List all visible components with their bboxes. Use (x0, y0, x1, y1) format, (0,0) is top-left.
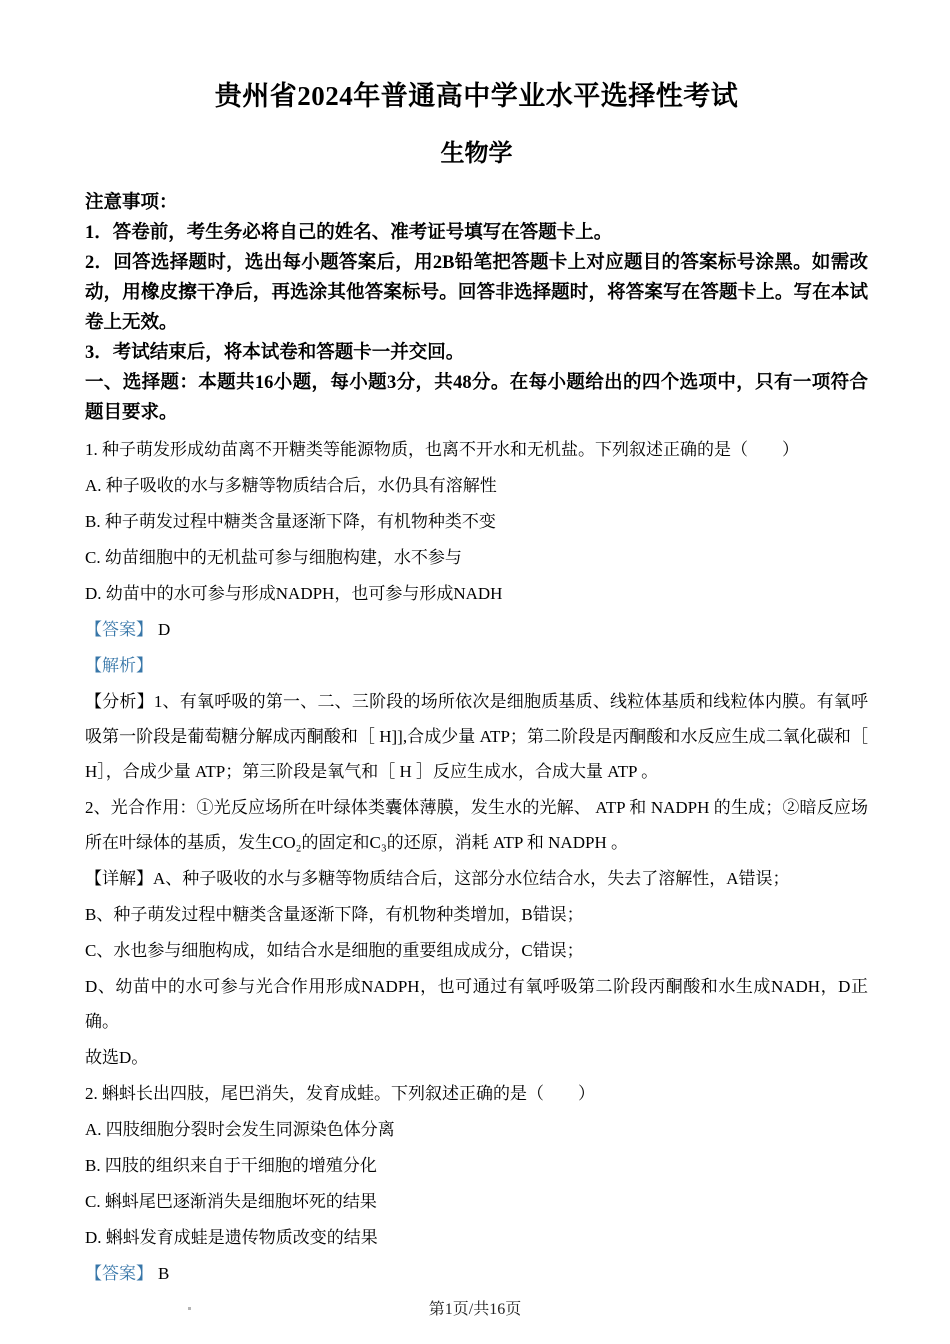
page-footer: 第1页/共16页 (428, 1301, 522, 1318)
question-2-option-c: C. 蝌蚪尾巴逐渐消失是细胞坏死的结果 (85, 1192, 377, 1211)
question-2-option-d: D. 蝌蚪发育成蛙是遗传物质改变的结果 (85, 1228, 378, 1247)
detail-paragraph-b: B、种子萌发过程中糖类含量逐渐下降，有机物种类增加，B错误； (85, 905, 584, 924)
notice-heading: 注意事项： (85, 193, 178, 213)
detail-paragraph-c: C、水也参与细胞构成，如结合水是细胞的重要组成成分，C错误； (85, 941, 584, 960)
question-2-answer-line (85, 1256, 868, 1291)
section-header: 一、选择题：本题共16小题，每小题3分，共48分。在每小题给出的四个选项中，只有一项符合题目要求。 (85, 373, 868, 423)
notice-item-1: 1．答卷前，考生务必将自己的姓名、准考证号填写在答题卡上。 (85, 223, 613, 243)
question-1-option-c: C. 幼苗细胞中的无机盐可参与细胞构建，水不参与 (85, 548, 462, 567)
detail-paragraph-d: D、幼苗中的水可参与光合作用形成NADPH，也可通过有氧呼吸第二阶段丙酮酸和水生成NADH，D正确。 (85, 977, 868, 1031)
answer-label: 【答案】 (85, 1264, 153, 1283)
analysis-label: 【解析】 (85, 656, 153, 675)
question-1-stem: 1. 种子萌发形成幼苗离不开糖类等能源物质，也离不开水和无机盐。下列叙述正确的是（ ） (85, 440, 799, 459)
page-content (85, 0, 868, 1292)
question-1-option-d: D. 幼苗中的水可参与形成NADPH，也可参与形成NADH (85, 584, 503, 603)
question-1-analysis-line (85, 648, 868, 683)
question-2-option-b: B. 四肢的组织来自于干细胞的增殖分化 (85, 1156, 377, 1175)
analysis-paragraph-2: 2、光合作用：①光反应场所在叶绿体类囊体薄膜，发生水的光解、 ATP 和 NADPH 的生成；②暗反应场所在叶绿体的基质，发生CO₂的固定和C₃的还原，消耗 ATP 和 NADPH 。 (85, 798, 868, 852)
question-1-option-a: A. 种子吸收的水与多糖等物质结合后，水仍具有溶解性 (85, 476, 497, 495)
notice-item-2: 2．回答选择题时，选出每小题答案后，用2B铅笔把答题卡上对应题目的答案标号涂黑。如需改动，用橡皮擦干净后，再选涂其他答案标号。回答非选择题时，将答案写在答题卡上。写在本试卷上无效。 (85, 253, 868, 333)
exam-subject: 生物学 (440, 141, 513, 167)
question-1-option-b: B. 种子萌发过程中糖类含量逐渐下降，有机物种类不变 (85, 512, 496, 531)
questions-area (85, 432, 868, 1291)
question-2-stem: 2. 蝌蚪长出四肢，尾巴消失，发育成蛙。下列叙述正确的是（ ） (85, 1084, 595, 1103)
question-1-answer-line (85, 612, 868, 647)
answer-label: 【答案】 (85, 620, 153, 639)
analysis-paragraph-1: 【分析】1、有氧呼吸的第一、二、三阶段的场所依次是细胞质基质、线粒体基质和线粒体内膜。有氧呼吸第一阶段是葡萄糖分解成丙酮酸和［ H]],合成少量 ATP；第二阶段是丙酮酸和水反应生成二氧化碳和［ H］，合成少量 ATP；第三阶段是氧气和［ H ］反应生成水，合成大量 ATP 。 (85, 692, 868, 781)
answer-value: D (158, 620, 171, 639)
stray-mark (188, 1307, 191, 1310)
detail-paragraph-a: 【详解】A、种子吸收的水与多糖等物质结合后，这部分水位结合水，失去了溶解性，A错误； (85, 869, 790, 888)
notice-section (85, 188, 868, 428)
conclusion-line: 故选D。 (85, 1048, 149, 1067)
exam-title: 贵州省2024年普通高中学业水平选择性考试 (214, 81, 739, 111)
answer-value: B (158, 1264, 170, 1283)
question-2-option-a: A. 四肢细胞分裂时会发生同源染色体分离 (85, 1120, 395, 1139)
notice-item-3: 3．考试结束后，将本试卷和答题卡一并交回。 (85, 343, 465, 363)
